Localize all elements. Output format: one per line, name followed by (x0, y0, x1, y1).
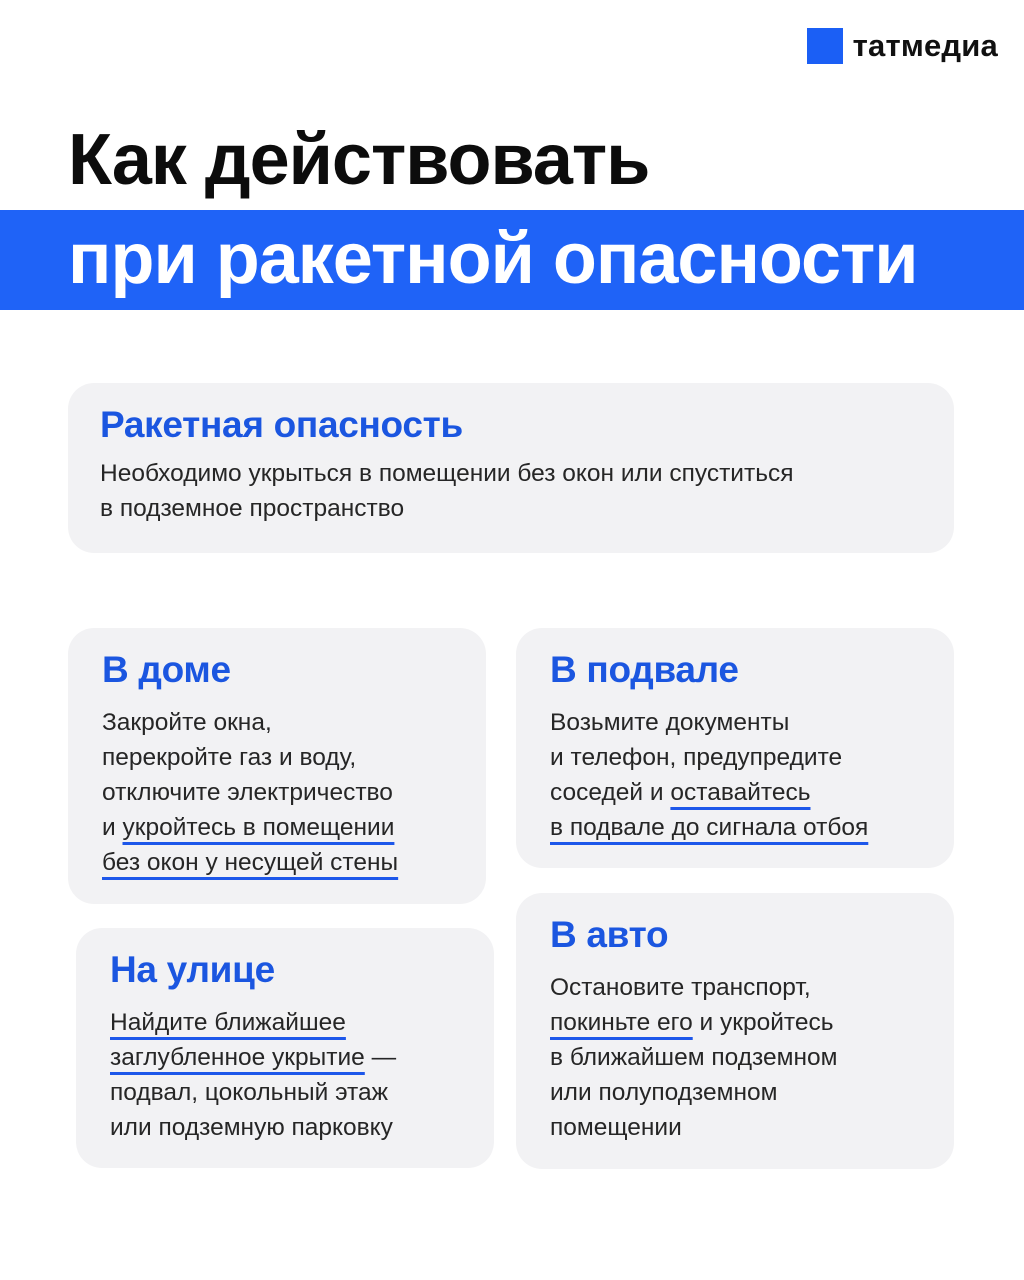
brand-logo (807, 28, 998, 64)
text-underlined: укройтесь в помещении (122, 813, 395, 841)
page-title-line2: при ракетной опасности (68, 219, 918, 299)
text-underlined: Найдите ближайшее (110, 1008, 346, 1036)
page-title-line1: Как действовать (68, 120, 650, 200)
text-plain: — (364, 1043, 397, 1071)
text-line: Возьмите документы (550, 708, 790, 736)
card-in-basement (516, 628, 954, 868)
text-line: и телефон, предупредите (550, 743, 843, 771)
text-plain: соседей и (550, 778, 671, 806)
text-underlined: оставайтесь (670, 778, 811, 806)
text-line (550, 810, 920, 845)
card-heading: В доме (102, 649, 231, 690)
card-in-car (516, 893, 954, 1169)
text-line: Остановите транспорт, (550, 973, 811, 1001)
text-line: помещении (550, 1113, 682, 1141)
brand-square-icon (807, 28, 843, 64)
card-heading: В авто (550, 914, 669, 955)
card-text (102, 705, 452, 880)
card-text (550, 705, 920, 845)
text-line (102, 845, 452, 880)
text-underlined: покиньте его (550, 1008, 693, 1036)
card-heading: В подвале (550, 649, 739, 690)
card-at-home (68, 628, 486, 904)
card-heading: Ракетная опасность (100, 404, 463, 445)
card-heading: На улице (110, 949, 275, 990)
text-plain: и укройтесь (692, 1008, 834, 1036)
text-line: отключите электричество (102, 778, 393, 806)
text-line: Необходимо укрыться в помещении без окон или спуститься (100, 459, 794, 487)
text-line (110, 1005, 460, 1040)
card-text (110, 1005, 460, 1145)
text-underlined: заглубленное укрытие (110, 1043, 365, 1071)
text-underlined: в подвале до сигнала отбоя (550, 813, 869, 841)
text-line: или подземную парковку (110, 1113, 393, 1141)
text-line (550, 775, 920, 810)
text-plain: и (102, 813, 123, 841)
text-line: перекройте газ и воду, (102, 743, 357, 771)
text-line: в подземное пространство (100, 494, 405, 522)
card-missile-danger (68, 383, 954, 553)
card-on-street (76, 928, 494, 1168)
card-text (550, 970, 920, 1145)
text-line (102, 810, 452, 845)
brand-name: татмедиа (852, 28, 998, 63)
text-line: в ближайшем подземном (550, 1043, 838, 1071)
text-line (550, 1005, 920, 1040)
text-line: или полуподземном (550, 1078, 778, 1106)
text-line: подвал, цокольный этаж (110, 1078, 389, 1106)
text-line: Закройте окна, (102, 708, 272, 736)
text-line (110, 1040, 460, 1075)
card-text (100, 456, 922, 526)
text-underlined: без окон у несущей стены (102, 848, 399, 876)
